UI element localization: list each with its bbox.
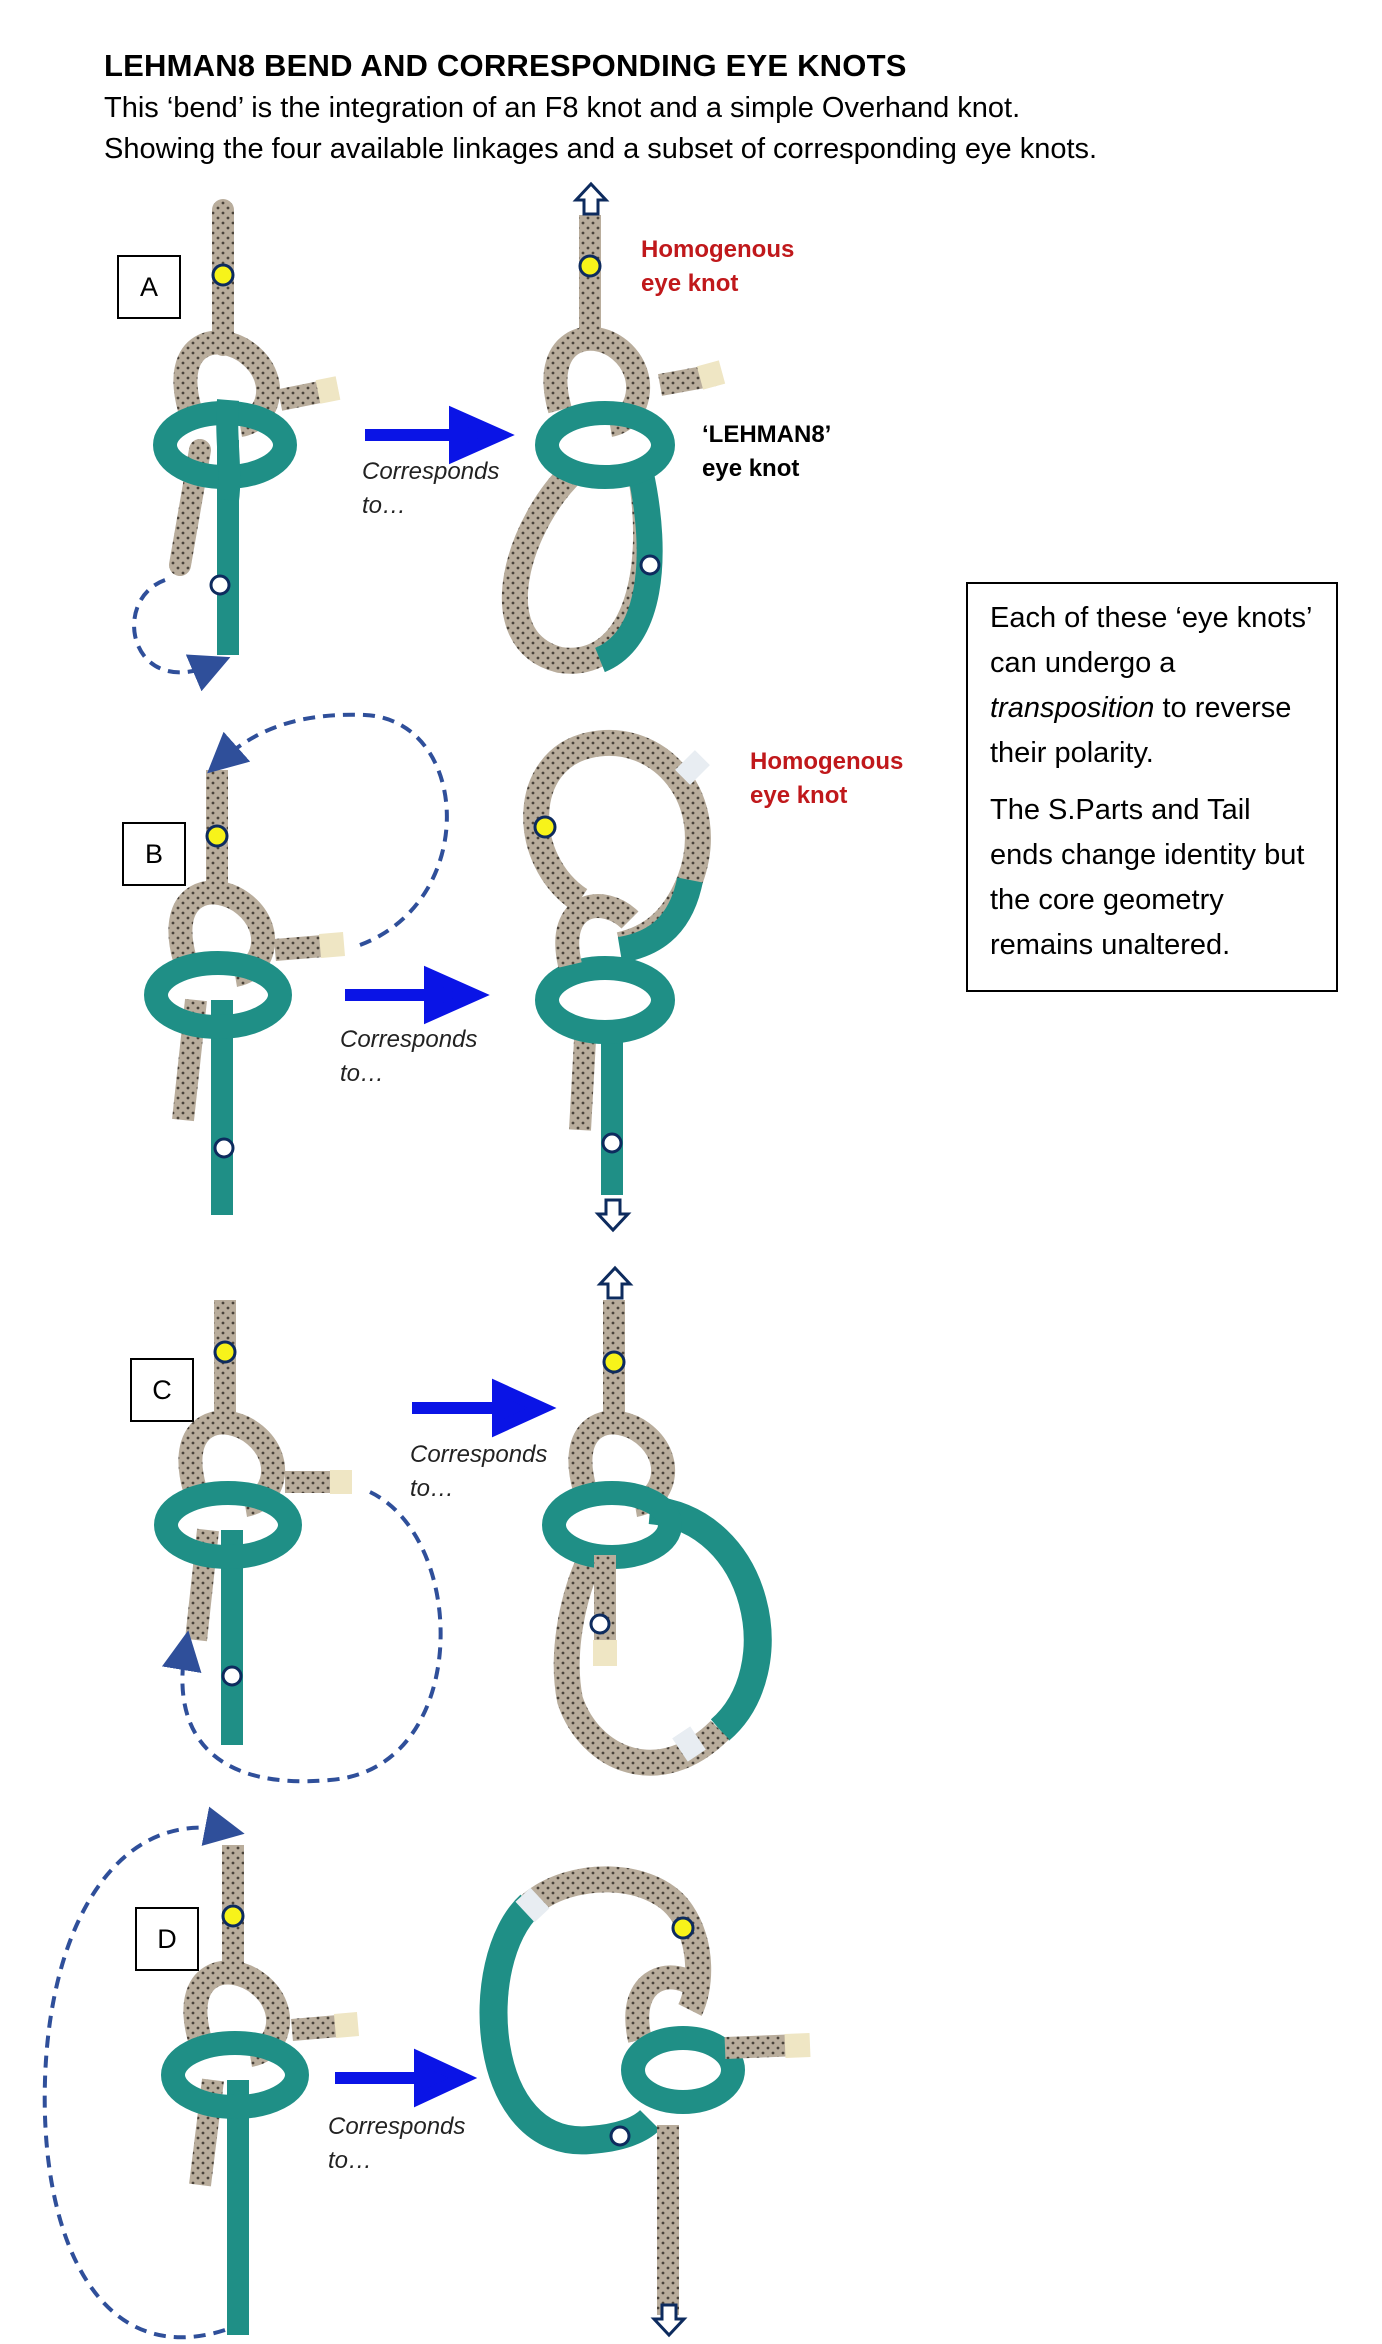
- white-marker: [223, 1667, 241, 1685]
- note-paragraph-1: Each of these ‘eye knots’ can undergo a transposition to reverse their polarity.: [990, 602, 1312, 769]
- panel-label-a: A: [117, 255, 181, 319]
- eye-loop: [567, 1560, 720, 1763]
- up-arrow-icon: [576, 184, 606, 214]
- teal-wrap: [547, 968, 663, 1032]
- subtitle-line-2: Showing the four available linkages and a subset of corresponding eye knots.: [104, 133, 1098, 165]
- eye-loop-marker-band: [685, 760, 700, 775]
- tail-end: [785, 2045, 810, 2046]
- white-marker: [603, 1134, 621, 1152]
- up-arrow-icon: [600, 1268, 630, 1298]
- tail-end: [318, 388, 338, 392]
- eye-loop-marker-band: [680, 1738, 698, 1750]
- teal-wrap: [547, 413, 663, 477]
- teal-wrap: [173, 2043, 297, 2107]
- yellow-marker: [215, 1342, 235, 1362]
- white-marker: [641, 556, 659, 574]
- white-marker: [591, 1615, 609, 1633]
- teal-wrap: [633, 2038, 733, 2102]
- bend-d-knot: [173, 1845, 358, 2335]
- eye-knot-b: [535, 743, 700, 1195]
- yellow-marker: [535, 817, 555, 837]
- eye-loop: [530, 1879, 698, 2010]
- blue-arrow-c: [412, 1388, 542, 1428]
- yellow-marker: [604, 1352, 624, 1372]
- lehman8-eye-knot-label: ‘LEHMAN8’ eye knot: [702, 421, 832, 482]
- yellow-marker: [207, 826, 227, 846]
- tail-end: [320, 944, 344, 946]
- transposition-note: [966, 582, 1338, 992]
- homogenous-label-b: Homogenous eye knot: [750, 748, 904, 809]
- white-marker: [215, 1139, 233, 1157]
- bend-a-knot: [165, 210, 338, 655]
- teal-inner: [227, 400, 229, 500]
- white-marker: [211, 576, 229, 594]
- panel-c: [166, 1268, 758, 1781]
- note-paragraph-2: The S.Parts and Tail ends change identity but the core geometry remains unaltered.: [990, 794, 1305, 961]
- corresponds-caption-c: Corresponds to…: [410, 1441, 548, 1502]
- tail-end: [700, 372, 722, 378]
- panel-label-c: C: [130, 1358, 194, 1422]
- panel-a: [134, 184, 722, 672]
- homogenous-label-a: Homogenous eye knot: [641, 236, 795, 297]
- panel-label-d: D: [135, 1907, 199, 1971]
- yellow-marker: [223, 1906, 243, 1926]
- teal-wrap: [554, 1493, 670, 1557]
- down-arrow-icon: [598, 1200, 628, 1230]
- yellow-marker: [673, 1918, 693, 1938]
- dashed-link-arrow-d: [45, 1828, 225, 2338]
- subtitle-line-1: This ‘bend’ is the integration of an F8 knot and a simple Overhand knot.: [104, 92, 1021, 124]
- corresponds-caption-a: Corresponds to…: [362, 458, 500, 519]
- blue-arrow-a: [365, 415, 500, 455]
- dashed-link-arrow-a: [134, 580, 212, 672]
- eye-loop-marker-band: [525, 1898, 540, 1912]
- blue-arrow-b: [345, 975, 475, 1015]
- panel-d: [45, 1828, 810, 2338]
- corresponds-caption-d: Corresponds to…: [328, 2113, 466, 2174]
- page-title: LEHMAN8 BEND AND CORRESPONDING EYE KNOTS: [104, 48, 907, 83]
- blue-arrow-d: [335, 2058, 463, 2098]
- yellow-marker: [213, 265, 233, 285]
- white-marker: [611, 2127, 629, 2145]
- grey-tail: [580, 1040, 585, 1130]
- panel-b: [156, 715, 700, 1230]
- teal-wrap: [166, 1493, 290, 1557]
- yellow-marker: [580, 256, 600, 276]
- corresponds-caption-b: Corresponds to…: [340, 1026, 478, 1087]
- teal-wrap: [156, 963, 280, 1027]
- eye-knot-c: [554, 1300, 758, 1763]
- tail-end: [335, 2024, 358, 2026]
- eye-knot-d: [494, 1879, 810, 2315]
- panel-label-b: B: [122, 822, 186, 886]
